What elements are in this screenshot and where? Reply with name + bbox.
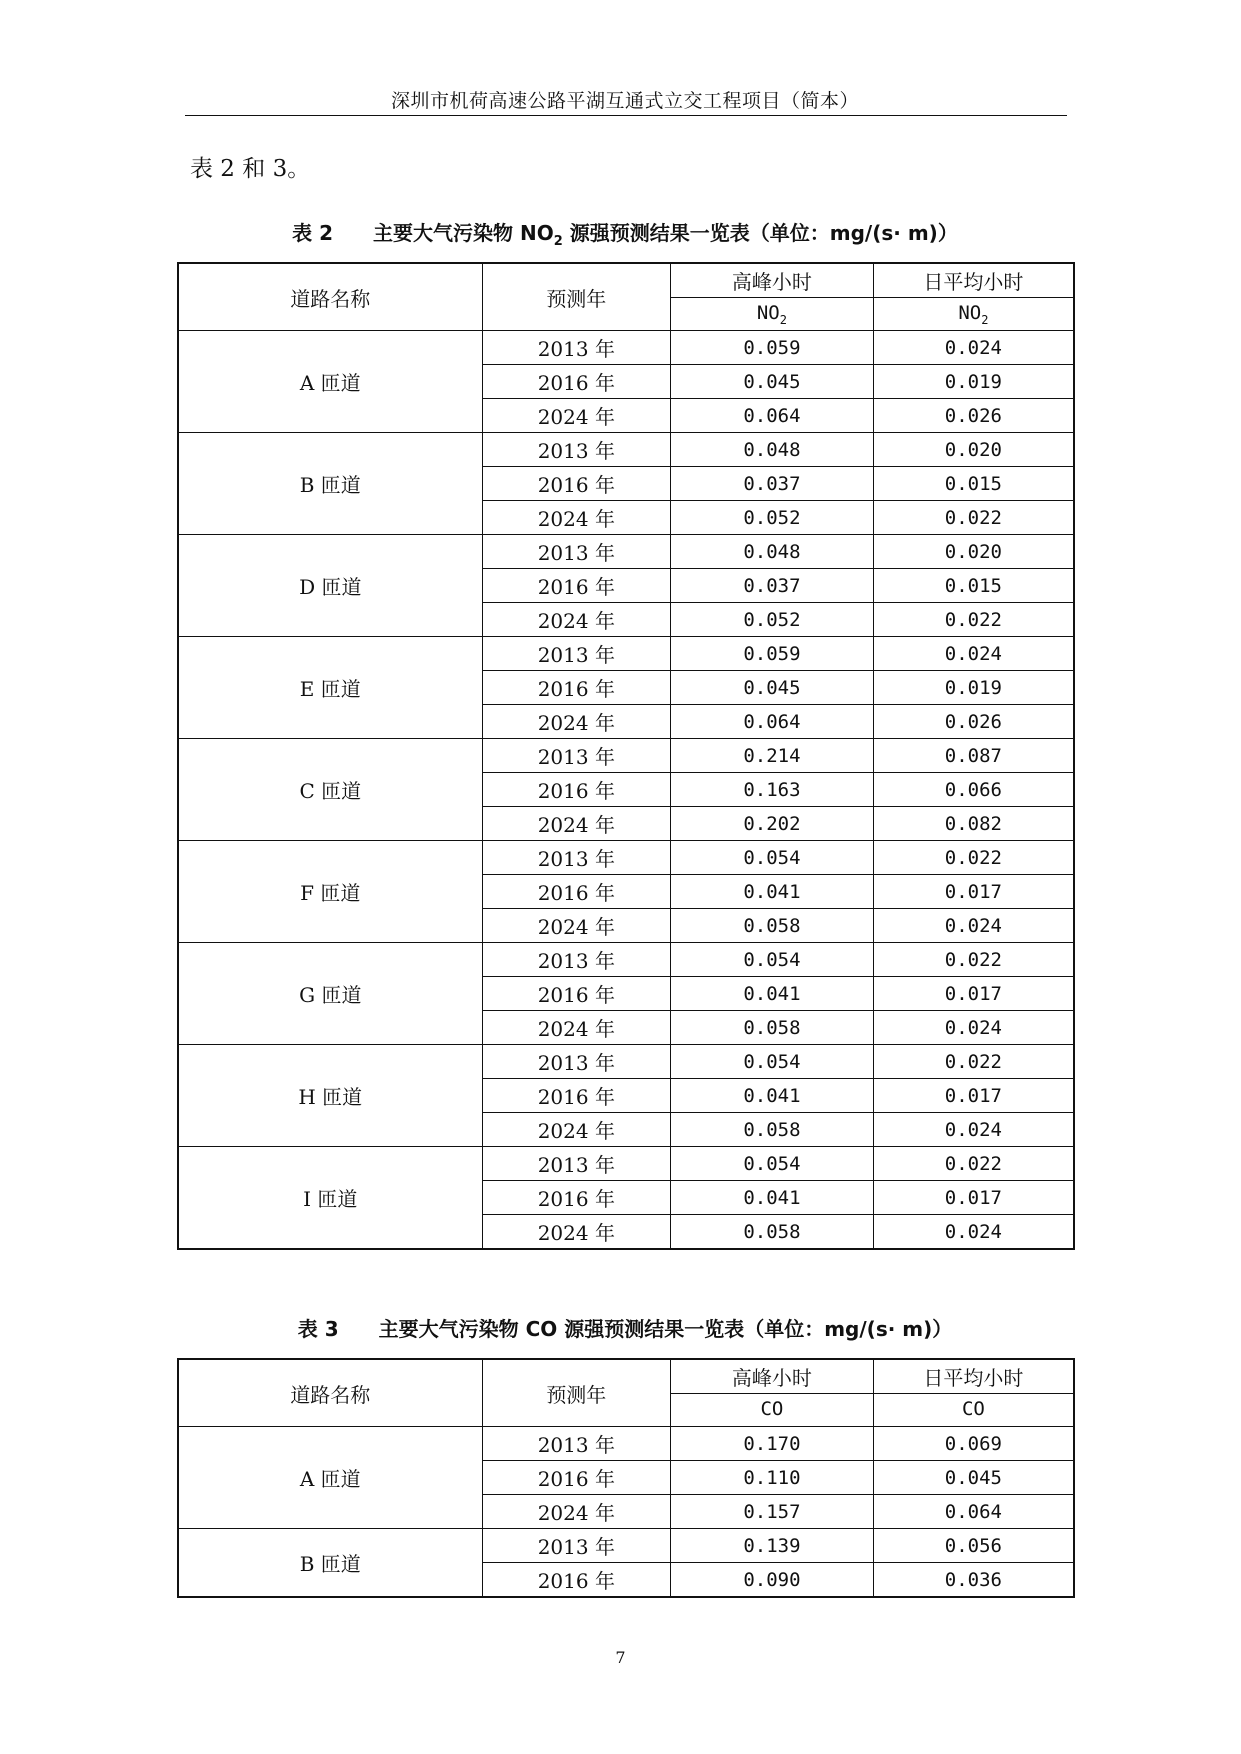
header-rule	[185, 115, 1067, 116]
forecast-year-cell: 2016 年	[482, 977, 671, 1011]
forecast-year-cell: 2013 年	[482, 433, 671, 467]
daily-average-value: 0.022	[873, 1147, 1074, 1181]
road-name-cell: A 匝道	[178, 331, 482, 433]
forecast-year-cell: 2016 年	[482, 1079, 671, 1113]
daily-average-value: 0.020	[873, 535, 1074, 569]
daily-average-value: 0.066	[873, 773, 1074, 807]
peak-hour-value: 0.054	[671, 943, 874, 977]
table-2-caption-subscript: 2	[553, 234, 563, 249]
daily-average-value: 0.082	[873, 807, 1074, 841]
forecast-year-cell: 2016 年	[482, 773, 671, 807]
forecast-year-cell: 2024 年	[482, 807, 671, 841]
pollutant-header-daily	[873, 298, 1074, 331]
daily-average-value: 0.026	[873, 705, 1074, 739]
daily-average-value: 0.024	[873, 331, 1074, 365]
daily-average-value: 0.022	[873, 943, 1074, 977]
forecast-year-cell: 2013 年	[482, 1045, 671, 1079]
peak-hour-value: 0.041	[671, 1181, 874, 1215]
daily-average-value: 0.022	[873, 1045, 1074, 1079]
table-2-caption-suffix: 源强预测结果一览表（单位：mg/(s· m)）	[562, 221, 958, 245]
road-name-cell: F 匝道	[178, 841, 482, 943]
header-row	[178, 263, 1074, 298]
pollutant-name: CO	[760, 1397, 784, 1420]
road-name-cell: D 匝道	[178, 535, 482, 637]
peak-hour-value: 0.052	[671, 603, 874, 637]
peak-hour-value: 0.037	[671, 569, 874, 603]
daily-average-value: 0.019	[873, 671, 1074, 705]
forecast-year-cell: 2016 年	[482, 875, 671, 909]
forecast-year-cell: 2016 年	[482, 671, 671, 705]
peak-hour-value: 0.045	[671, 671, 874, 705]
table-row	[178, 739, 1074, 773]
pollutant-subscript: 2	[779, 312, 787, 327]
daily-average-value: 0.026	[873, 399, 1074, 433]
road-name-cell: H 匝道	[178, 1045, 482, 1147]
road-name-cell: E 匝道	[178, 637, 482, 739]
table-2-caption-prefix: 表 2 主要大气污染物 NO	[292, 221, 554, 245]
road-name-header: 道路名称	[178, 1359, 482, 1427]
peak-hour-value: 0.041	[671, 1079, 874, 1113]
pollutant-header-peak	[671, 298, 874, 331]
peak-hour-value: 0.045	[671, 365, 874, 399]
peak-hour-value: 0.041	[671, 875, 874, 909]
peak-hour-value: 0.157	[671, 1495, 874, 1529]
header-row	[178, 1359, 1074, 1394]
forecast-year-cell: 2016 年	[482, 1461, 671, 1495]
table-row	[178, 841, 1074, 875]
pollutant-name: NO	[958, 301, 982, 324]
peak-hour-value: 0.064	[671, 705, 874, 739]
forecast-year-cell: 2024 年	[482, 399, 671, 433]
peak-hour-value: 0.048	[671, 535, 874, 569]
daily-average-value: 0.024	[873, 637, 1074, 671]
table-3-caption-prefix: 表 3 主要大气污染物 CO 源强预测结果一览表（单位：mg/(s· m)）	[297, 1317, 953, 1341]
daily-average-value: 0.017	[873, 977, 1074, 1011]
peak-hour-value: 0.058	[671, 1011, 874, 1045]
daily-average-value: 0.024	[873, 1011, 1074, 1045]
peak-hour-header: 高峰小时	[671, 263, 874, 298]
daily-average-value: 0.022	[873, 603, 1074, 637]
table-row	[178, 433, 1074, 467]
pollutant-subscript: 2	[981, 312, 989, 327]
daily-average-value: 0.056	[873, 1529, 1074, 1563]
forecast-year-cell: 2016 年	[482, 467, 671, 501]
daily-average-value: 0.022	[873, 841, 1074, 875]
peak-hour-value: 0.064	[671, 399, 874, 433]
forecast-year-cell: 2024 年	[482, 1011, 671, 1045]
road-name-cell: B 匝道	[178, 433, 482, 535]
road-name-cell: G 匝道	[178, 943, 482, 1045]
table-2	[177, 262, 1075, 1250]
forecast-year-cell: 2024 年	[482, 1495, 671, 1529]
daily-average-value: 0.017	[873, 1079, 1074, 1113]
peak-hour-value: 0.058	[671, 1113, 874, 1147]
table-row	[178, 331, 1074, 365]
peak-hour-value: 0.048	[671, 433, 874, 467]
peak-hour-value: 0.052	[671, 501, 874, 535]
forecast-year-cell: 2013 年	[482, 1147, 671, 1181]
daily-average-value: 0.024	[873, 1215, 1074, 1250]
table-row	[178, 943, 1074, 977]
table-row	[178, 1427, 1074, 1461]
forecast-year-cell: 2016 年	[482, 365, 671, 399]
daily-average-value: 0.015	[873, 569, 1074, 603]
daily-average-value: 0.022	[873, 501, 1074, 535]
road-name-header: 道路名称	[178, 263, 482, 331]
forecast-year-cell: 2016 年	[482, 569, 671, 603]
peak-hour-value: 0.214	[671, 739, 874, 773]
table-2-caption	[175, 217, 1075, 249]
forecast-year-cell: 2024 年	[482, 1113, 671, 1147]
daily-average-value: 0.045	[873, 1461, 1074, 1495]
pollutant-name: CO	[961, 1397, 985, 1420]
peak-hour-value: 0.059	[671, 331, 874, 365]
road-name-cell: I 匝道	[178, 1147, 482, 1250]
peak-hour-value: 0.058	[671, 909, 874, 943]
peak-hour-value: 0.170	[671, 1427, 874, 1461]
daily-average-value: 0.087	[873, 739, 1074, 773]
daily-average-value: 0.017	[873, 875, 1074, 909]
page-number: 7	[615, 1648, 626, 1667]
peak-hour-value: 0.058	[671, 1215, 874, 1250]
daily-average-header: 日平均小时	[873, 1359, 1074, 1394]
daily-average-value: 0.024	[873, 1113, 1074, 1147]
forecast-year-cell: 2013 年	[482, 943, 671, 977]
table-row	[178, 1147, 1074, 1181]
peak-hour-value: 0.090	[671, 1563, 874, 1598]
pollutant-name: NO	[756, 301, 780, 324]
forecast-year-cell: 2013 年	[482, 331, 671, 365]
daily-average-value: 0.019	[873, 365, 1074, 399]
forecast-year-cell: 2013 年	[482, 535, 671, 569]
forecast-year-cell: 2013 年	[482, 637, 671, 671]
forecast-year-cell: 2013 年	[482, 739, 671, 773]
pollutant-header-daily	[873, 1394, 1074, 1427]
peak-hour-value: 0.202	[671, 807, 874, 841]
peak-hour-value: 0.054	[671, 1045, 874, 1079]
road-name-cell: B 匝道	[178, 1529, 482, 1598]
forecast-year-cell: 2024 年	[482, 501, 671, 535]
peak-hour-value: 0.110	[671, 1461, 874, 1495]
forecast-year-cell: 2024 年	[482, 909, 671, 943]
daily-average-value: 0.064	[873, 1495, 1074, 1529]
peak-hour-value: 0.054	[671, 1147, 874, 1181]
daily-average-header: 日平均小时	[873, 263, 1074, 298]
forecast-year-cell: 2013 年	[482, 1529, 671, 1563]
table-row	[178, 1045, 1074, 1079]
daily-average-value: 0.017	[873, 1181, 1074, 1215]
daily-average-value: 0.020	[873, 433, 1074, 467]
forecast-year-cell: 2024 年	[482, 603, 671, 637]
forecast-year-cell: 2024 年	[482, 1215, 671, 1250]
peak-hour-value: 0.163	[671, 773, 874, 807]
table-row	[178, 637, 1074, 671]
forecast-year-cell: 2016 年	[482, 1181, 671, 1215]
peak-hour-value: 0.139	[671, 1529, 874, 1563]
forecast-year-cell: 2013 年	[482, 841, 671, 875]
table-3-caption	[175, 1313, 1075, 1345]
road-name-cell: C 匝道	[178, 739, 482, 841]
table-row	[178, 535, 1074, 569]
peak-hour-value: 0.037	[671, 467, 874, 501]
page-header-title: 深圳市机荷高速公路平湖互通式立交工程项目（简本）	[390, 90, 859, 112]
forecast-year-cell: 2016 年	[482, 1563, 671, 1598]
peak-hour-value: 0.059	[671, 637, 874, 671]
peak-hour-value: 0.054	[671, 841, 874, 875]
road-name-cell: A 匝道	[178, 1427, 482, 1529]
daily-average-value: 0.024	[873, 909, 1074, 943]
pollutant-header-peak	[671, 1394, 874, 1427]
table-row	[178, 1529, 1074, 1563]
daily-average-value: 0.015	[873, 467, 1074, 501]
forecast-year-cell: 2013 年	[482, 1427, 671, 1461]
intro-text: 表 2 和 3。	[190, 156, 311, 182]
peak-hour-header: 高峰小时	[671, 1359, 874, 1394]
table-3	[177, 1358, 1075, 1598]
peak-hour-value: 0.041	[671, 977, 874, 1011]
forecast-year-header: 预测年	[482, 263, 671, 331]
forecast-year-cell: 2024 年	[482, 705, 671, 739]
daily-average-value: 0.069	[873, 1427, 1074, 1461]
forecast-year-header: 预测年	[482, 1359, 671, 1427]
daily-average-value: 0.036	[873, 1563, 1074, 1598]
